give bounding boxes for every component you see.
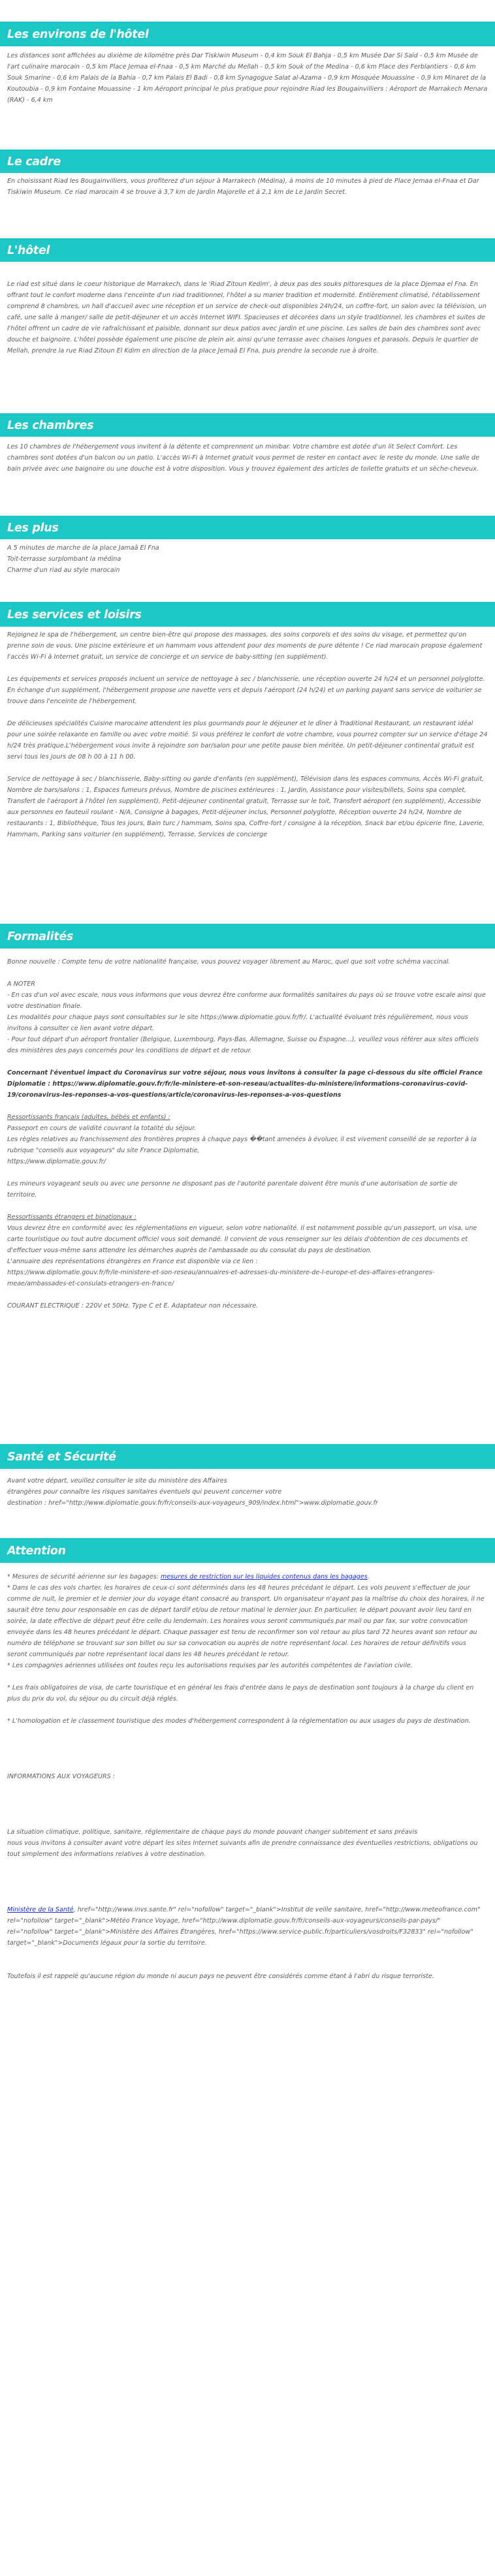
info-voyageurs-line: nous vous invitons à consulter avant votre départ les sites Internet suivants afin de prendre connaissance des éventuelles restrictions, obligations ou tout simplement des informations relatives à votre destination. [7,1840,478,1858]
section-body-services [7,629,488,840]
formalites-fr-line: Passeport en cours de validité couvrant la totalité du séjour. [7,1125,197,1132]
terrorism-notice: Toutefois il est rappelé qu'aucune région du monde ni aucun pays ne peuvent être considérés comme étant à l'abri du risque terroriste. [7,1973,434,1980]
formalites-courant: COURANT ELECTRIQUE : 220V et 50Hz. Type C et E. Adaptateur non nécessaire. [7,1302,259,1310]
sante-line: destination : href="http://www.diplomatie.gouv.fr/fr/conseils-aux-voyageurs_909/index.html">www.diplomatie.gouv.fr [7,1500,378,1507]
formalites-minors: Les mineurs voyageant seuls ou avec une personne ne disposant pas de l'autorité parentale doivent être munis d'une autorisation de sortie de territoire. [7,1180,458,1199]
section-banner-cadre [0,149,495,173]
info-voyageurs-heading: INFORMATIONS AUX VOYAGEURS : [7,1773,115,1780]
section-body-sante [7,1475,488,1509]
attention-baggage-line [7,1571,488,1582]
services-paragraph: Service de nettoyage à sec / blanchisserie, Baby-sitting ou garde d'enfants (en supplément), Télévision dans les espaces communs, Accès Wi-Fi gratuit, Nombre de bars/salons : 1, Espaces fumeurs prévus, Nombre de piscines extérieures : 1, Jardin, Assistance pour visites/billets, Soins spa complet, Transfert de l'aéroport à l'hôtel (en supplément), Petit-déjeuner continental gratuit, Terrasse sur le toit, Transfert aéroport (en supplément), Accessible aux personnes en fauteuil roulant - N/A, Consigne à bagages, Petit-déjeuner inclus, Personnel polyglotte, Réception ouverte 24 h/24, Nombre de restaurants : 1, Bibliothèque, Tous les jours, Bain turc / hammam, Soins spa, Coffre-fort / consigne à la réception, Snack bar et/ou épicerie fine, Laverie, Hammam, Parking sans voiturier (en supplément), Terrasse, Services de concierge [7,776,485,838]
section-banner-hotel [0,238,495,262]
services-paragraph: De délicieuses spécialités Cuisine marocaine attendent les plus gourmands pour le déjeuner et le dîner à Traditional Restaurant, un restaurant idéal pour une soirée relaxante en famille ou avec votre moitié. Si vous préférez le confort de votre chambre, vous pourrez compter sur un service d'étage 24 h/24 très pratique.L'hébergement vous invite à rejoindre son bar/salon pour une petite pause bien méritée. Un petit-déjeuner continental gratuit est servi tous les jours de 08 h 00 à 11 h 00. [7,720,488,761]
plus-line: A 5 minutes de marche de la place Jamaâ El Fna [7,544,159,552]
section-banner-formalites [0,924,495,949]
info-links-paragraph [7,1904,488,1949]
sante-line: Avant votre départ, veuillez consulter le site du ministère des Affaires [7,1477,227,1484]
section-title-cadre: Le cadre [7,155,61,168]
attention-baggage-prefix: * Mesures de sécurité aérienne sur les bagages: [7,1573,161,1580]
sante-line: étrangères pour connaître les risques sanitaires éventuels qui peuvent concerner votre [7,1488,282,1496]
plus-line: Toit-terrasse surplombant la médina [7,556,121,563]
environs-paragraph: Les distances sont affichées au dixième de kilomètre près Dar Tiskiwin Museum - 0,4 km Souk El Bahja - 0,5 km Musée Dar Si Saïd - 0,5 km Musée de l'art culinaire marocain - 0,5 km Place Jemaa el-Fnaa - 0,5 km Marché du Mellah - 0,5 km Souk of the Medina - 0,6 km Place des Ferblantiers - 0,6 km Souk Smarine - 0,6 km Palais de la Bahia - 0,7 km Palais El Badi - 0,8 km Synagogue Salat al-Azama - 0,9 km Mosquée Mouassine - 0,9 km Minaret de la Koutoubia - 0,9 km Fontaine Mouassine - 1 km Aéroport principal le plus pratique pour rejoindre Riad les Bougainvilliers : Aéroport de Marrakech Menara (RAK) - 6,4 km [7,52,488,104]
chambres-paragraph: Les 10 chambres de l'hébergement vous invitent à la détente et comprennent un minibar. Votre chambre est dotée d'un lit Select Comfort. Les chambres sont dotées d'un balcon ou un patio. L'accès Wi-Fi à Internet gratuit vous permet de rester en contact avec le reste du monde. Une salle de bain privée avec une baignoire ou une douche est à votre disposition. Vous y trouvez également des articles de toilette gratuits et un sèche-cheveux. [7,443,479,473]
services-paragraph: Les équipements et services proposés incluent un service de nettoyage à sec / blanchisserie, une réception ouverte 24 h/24 et un personnel polyglotte. En échange d'un supplément, l'hébergement propose une navette vers et depuis l'aéroport (24 h/24) et un parking payant sans service de voiturier se trouve dans l'enceinte de l'hébergement. [7,676,485,705]
formalites-note-line: - En cas d'un vol avec escale, nous vous informons que vous devrez être conforme aux formalités sanitaires du pays où se trouve votre escale ainsi que votre destination finale. [7,992,486,1010]
section-body-hotel [7,279,488,356]
formalites-note-line: Les modalités pour chaque pays sont consultables sur le site https://www.diplomatie.gouv.fr/fr/. L'actualité évoluant très régulièrement, nous vous invitons à consulter ce lien avant votre départ. [7,1014,468,1032]
attention-baggage-suffix: . [367,1573,370,1580]
plus-line: Charme d'un riad au style marocain [7,567,120,574]
section-title-attention: Attention [7,1545,66,1558]
attention-visa-paragraph: * Les frais obligatoires de visa, de carte touristique et en général les frais d'entrée dans le pays de destination sont toujours à la charge du client en plus du prix du vol, du séjour ou du circuit déjà réglés. [7,1684,474,1703]
formalites-foreign-line: Vous devrez être en conformité avec les réglementations en vigueur, selon votre nationalité. Il est notamment possible qu'un passeport, un visa, une carte touristique ou tout autre document officiel vous soit demandé. Il convient de vous renseigner sur les délais d'obtention de ces documents et d'effectuer vous-même sans attendre les démarches auprès de l'ambassade ou du consulat du pays de destination. [7,1225,477,1254]
formalites-note-label: A NOTER [7,981,35,988]
cadre-paragraph: En choisissant Riad les Bougainvilliers, vous profiterez d'un séjour à Marrakech (Médina), à moins de 10 minutes à pied de Place Jemaa el-Fnaa et Dar Tiskiwin Museum. Ce riad marocain 4 se trouve à 3,7 km de Jardin Majorelle et à 2,1 km de Le Jardin Secret. [7,178,479,196]
section-body-cadre [7,176,488,198]
section-banner-services [0,602,495,627]
info-links-text: , href="http://www.invs.sante.fr" rel="nofollow" target="_blank">Institut de veille sanitaire, href="http://www.meteofrance.com" rel="nofollow" target="_blank">Météo France Voyage, href="http://www.diplomatie.gouv.fr/fr/conseils-aux-voyageurs/conseils-par-pays/" rel="nofollow" target="_blank">Ministère des Affaires Étrangères, href="https://www.service-public.fr/particuliers/vosdroits/F32833" rel="nofollow" target="_blank">Documents légaux pour la sortie du territoire. [7,1906,481,1947]
section-banner-environs [0,22,495,46]
attention-homologation-paragraph: * L'homologation et le classement touristique des modes d'hébergement correspondent à la réglementation ou aux usages du pays de destination. [7,1718,471,1725]
formalites-foreign-heading: Ressortissants étrangers et binationaux : [7,1214,136,1221]
section-banner-chambres [0,413,495,437]
attention-charter-paragraph: * Dans le cas des vols charter, les horaires de ceux-ci sont déterminés dans les 48 heures précédant le départ. Les vols peuvent s'effectuer de jour comme de nuit, le premier et le dernier jour du voyage étant consacré au transport. Un organisateur n'ayant pas la maîtrise du choix des horaires, il ne saurait être tenu pour responsable en cas de départ tardif et/ou de retour matinal le dernier jour. En particulier, le départ pouvant avoir lieu tard en soirée, la date effective de départ peut être celle du lendemain. Les horaires vous seront communiqués par mail ou par fax, sur votre convocation envoyée dans les 48 heures précédant le départ. Chaque passager est tenu de reconfirmer son vol retour au plus tard 72 heures avant son retour au numéro de téléphone se trouvant sur son billet ou sur sa convocation ou auprès de notre représentant local. Les horaires de retour définitifs vous seront communiqués par notre représentant local dans les 48 heures précédant le retour. [7,1584,485,1658]
section-body-attention [7,1571,488,1982]
formalites-covid-notice: Concernant l'éventuel impact du Coronavirus sur votre séjour, nous vous invitons à consulter la page ci-dessous du site officiel France Diplomatie : https://www.diplomatie.gouv.fr/fr/le-ministere-et-son-reseau/actualites-du-ministere/informations-coronavirus-covid-19/coronavirus-les-reponses-a-vos-questions/article/coronavirus-les-reponses-a-vos-questions [7,1069,483,1099]
section-banner-sante [0,1444,495,1469]
section-banner-plus [0,516,495,539]
info-voyageurs-line: La situation climatique, politique, sanitaire, réglementaire de chaque pays du monde pouvant changer subitement et sans préavis [7,1829,418,1836]
section-title-services: Les services et loisirs [7,608,142,621]
section-title-chambres: Les chambres [7,419,94,432]
section-title-hotel: L'hôtel [7,244,50,257]
section-banner-attention [0,1538,495,1563]
section-title-plus: Les plus [7,522,59,535]
section-body-formalites [7,956,488,1312]
hotel-paragraph: Le riad est situé dans le coeur historique de Marrakech, dans le 'Riad Zitoun Kedim', à deux pas des souks pittoresques de la place Djemaa el Fna. En offrant tout le confort moderne dans l'enceinte d'un riad traditionnel, l'hôtel a su marier tradition et modernité. Entièrement climatisé, l'établissement comprend 8 chambres, un hall d'accueil avec une réception et un service de check-out disponibles 24h/24, un coffre-fort, un salon avec la télévision, un café, une salle à manger/ salle de petit-déjeuner et un accès Internet WIFI. Spacieuses et décorées dans un style traditionnel, les chambres et suites de l'hôtel offrent un cadre de vie rafraîchissant et paisible, donnant sur deux patios avec jardin et une piscine. Les salles de bain des chambres sont avec douche et baignoire. L'hôtel possède également une piscine de plein air, ainsi qu'une terrasse avec chaises longues et parasols. Depuis le quartier de Mellah, prendre la rue Riad Zitoun El Kdim en direction de la place Jemaâ El Fna, puis prendre la seconde rue à droite. [7,281,487,354]
services-paragraph: Rejoignez le spa de l'hébergement, un centre bien-être qui propose des massages, des soins corporels et des soins du visage, et permettez qu'on prenne soin de vous. Une piscine extérieure et un hammam vous attendent pour des moments de pure détente ! Ce riad marocain propose également l'accès Wi-Fi à Internet gratuit, un service de concierge et un service de baby-sitting (en supplément). [7,631,483,661]
section-title-formalites: Formalités [7,930,73,943]
formalites-fr-heading: Ressortissants français (adultes, bébés et enfants) : [7,1114,170,1121]
formalites-foreign-line: https://www.diplomatie.gouv.fr/fr/le-ministere-et-son-reseau/annuaires-et-adresses-du-ministere-de-l-europe-et-des-affaires-etrangeres-meae/ambassades-et-consulats-etrangers-en-france/ [7,1269,435,1287]
formalites-intro: Bonne nouvelle : Compte tenu de votre nationalité française, vous pouvez voyager librement au Maroc, quel que soit votre schéma vaccinal. [7,958,451,966]
formalites-fr-line: https://www.diplomatie.gouv.fr/ [7,1158,106,1165]
section-body-chambres [7,441,488,475]
section-title-sante: Santé et Sécurité [7,1451,116,1464]
formalites-foreign-line: L'annuaire des représentations étrangères en France est disponible via ce lien : [7,1258,258,1265]
attention-airlines-paragraph: * Les compagnies aériennes utilisées ont toutes reçu les autorisations requises par les autorités compétentes de l'aviation civile. [7,1662,413,1669]
section-body-plus [7,542,488,576]
ministere-sante-link[interactable]: Ministère de la Santé [7,1906,74,1913]
section-title-environs: Les environs de l'hôtel [7,28,149,41]
section-body-environs [7,50,488,106]
formalites-note-line: - Pour tout départ d'un aéroport frontalier (Belgique, Luxembourg, Pays-Bas, Allemagne, Suisse ou Espagne...), veuillez vous référer aux sites officiels des ministères des pays concernés pour les conditions de départ et de retour. [7,1036,479,1054]
formalites-fr-line: Les règles relatives au franchissement des frontières propres à chaque pays ��tant amenées à évoluer, il est vivement conseillé de se reporter à la rubrique "conseils aux voyageurs" du site France Diplomatie, [7,1136,477,1154]
liquids-restriction-link[interactable]: mesures de restriction sur les liquides contenus dans les bagages [160,1573,368,1580]
